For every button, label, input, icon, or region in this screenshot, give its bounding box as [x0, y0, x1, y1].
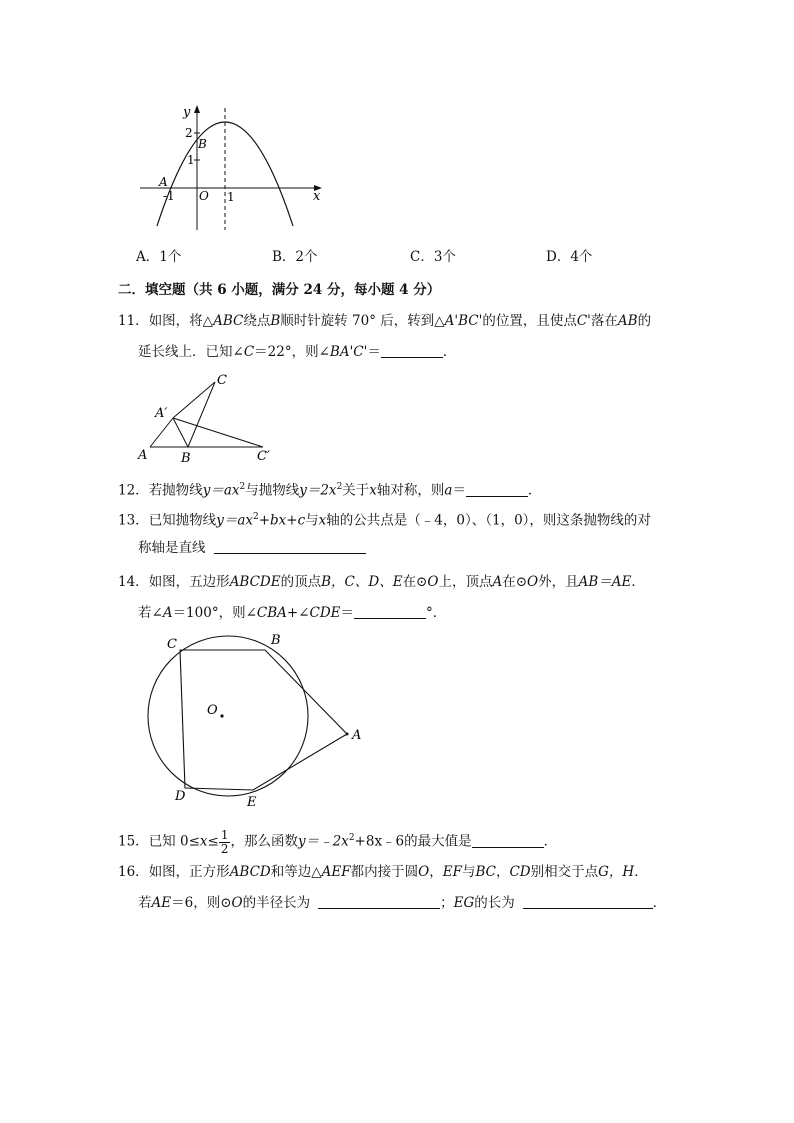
segment-Aprime-Cprime [173, 418, 263, 447]
q14-o: O [427, 574, 439, 590]
q14-deg: °． [426, 605, 447, 621]
q14-a: A [162, 605, 173, 621]
q12-text: 轴对称，则 [376, 482, 445, 499]
q13-x: x [318, 512, 327, 529]
q16-text: ； [440, 895, 454, 911]
q14-text: ＝ [340, 605, 355, 621]
q15-eq2: +8x﹣6 [354, 833, 405, 850]
q13-sup: 2 [252, 512, 259, 522]
q11-line2 [138, 343, 456, 361]
q14-text: ＝100°，则∠ [172, 605, 257, 621]
q16-text: ， [429, 864, 443, 880]
q12-text: 若抛物线 [148, 482, 203, 499]
q13-text: 与 [305, 512, 319, 529]
q12-text: 与抛物线 [245, 482, 300, 499]
q11-text: 延长线上．已知∠ [138, 344, 244, 360]
q12-eq2: y＝2x [299, 482, 337, 499]
q14-text: 的顶点 [280, 574, 322, 590]
q15-x: x [199, 833, 208, 850]
fig14-B: B [271, 633, 281, 648]
label-x1: 1 [227, 190, 235, 204]
q14-text: 若∠ [138, 605, 163, 621]
fig14-E: E [247, 795, 257, 810]
q16-text: 与 [461, 864, 476, 880]
q14-abae: AB＝AE [578, 574, 632, 590]
q16-text: 的半径长为 [242, 895, 311, 911]
q16-o: O [231, 895, 243, 911]
q15-frac-num: 1 [220, 827, 229, 842]
q11-c: C [243, 344, 255, 360]
y-label: y [183, 105, 191, 120]
segment-B-C [188, 382, 215, 447]
q15-text: ，那么函数 [230, 833, 298, 850]
q15-answer-blank[interactable] [472, 833, 544, 848]
q16-ef: EF [442, 864, 462, 880]
q16-aef: AEF [321, 864, 351, 880]
q11-b: B [270, 313, 281, 329]
q15-text: 的最大值是 [404, 833, 472, 850]
q16-text: 和等边△ [270, 864, 322, 880]
fig11-A: A [138, 448, 148, 463]
q13-text: 轴的公共点是（﹣4，0）、（1，0），则这条抛物线的对 [326, 512, 651, 529]
q15-line [118, 822, 557, 854]
label-2: 2 [185, 126, 193, 140]
center-dot [220, 714, 223, 717]
q12-x: x [369, 482, 377, 499]
q15-frac-den: 2 [220, 841, 229, 856]
q11-number: 11． [118, 313, 149, 329]
q14-text: 如图，五边形 [148, 574, 230, 590]
q14-text: ． [631, 574, 645, 590]
q16-eg: EG [453, 895, 475, 911]
q16-text: 如图，正方形 [148, 864, 230, 880]
label-A: A [159, 175, 168, 189]
q12-text: ＝ [452, 482, 466, 499]
q15-sup: 2 [348, 833, 355, 843]
fig11-C: C [217, 373, 227, 388]
q11-text: ＝22°，则∠ [254, 344, 330, 360]
q13-line1 [118, 508, 651, 530]
label-neg1: -1 [163, 189, 175, 203]
fig14-D: D [175, 789, 186, 804]
q16-gh: G，H [598, 864, 635, 880]
q14-answer-blank[interactable] [354, 604, 426, 619]
q13-answer-blank[interactable] [214, 539, 366, 554]
q14-cde: CDE [309, 605, 341, 621]
segment-A-Aprime [150, 418, 173, 447]
label-1: 1 [187, 153, 195, 167]
q13-text: 称轴是直线 [138, 540, 206, 556]
x-label: x [313, 189, 321, 204]
q11-end: ． [442, 344, 457, 360]
q15-fraction [219, 829, 231, 856]
q11-text: 绕点 [243, 313, 271, 329]
y-axis-arrow [194, 105, 200, 113]
q15-eq: y＝﹣2x [297, 833, 349, 850]
q11-text: ＝ [367, 344, 381, 360]
q11-text: 落在 [590, 313, 618, 329]
q15-text: 已知 0≤ [148, 833, 200, 850]
q16-radius-blank[interactable] [318, 894, 440, 909]
q12-eq1: y＝ax [202, 482, 240, 499]
q14-o: O [527, 574, 539, 590]
q11-abc: ABC [213, 313, 244, 329]
q11-text: 的位置，且使点 [482, 313, 577, 329]
parabola-graph [130, 100, 330, 235]
q13-eq2: +bx+c [258, 512, 306, 529]
q11-text: 的 [637, 313, 652, 329]
q13-text: 已知抛物线 [148, 512, 217, 529]
fig14-C: C [167, 637, 177, 652]
q14-number: 14． [118, 574, 149, 590]
q12-sup2: 2 [336, 482, 343, 492]
q14-text: 上，顶点 [438, 574, 493, 590]
q14-a: A [492, 574, 503, 590]
segment-Aprime-C [173, 382, 215, 418]
q16-o: O [418, 864, 430, 880]
q11-apbcp: A'BC' [444, 313, 483, 329]
q16-cd: CD [509, 864, 531, 880]
fig14-A: A [352, 728, 362, 743]
q15-text: ≤ [207, 833, 219, 850]
q16-end: ． [652, 895, 667, 911]
q16-text: 别相交于点 [530, 864, 599, 880]
option-b: B．2个 [272, 249, 318, 265]
q11-ab: AB [617, 313, 638, 329]
q16-abcd: ABCD [229, 864, 271, 880]
label-O: O [199, 189, 209, 203]
q16-text: 若 [138, 895, 152, 911]
q13-line2 [138, 539, 366, 557]
q15-number: 15． [118, 833, 149, 850]
q12-sup1: 2 [239, 482, 246, 492]
option-a: A．1个 [136, 249, 182, 265]
q12-a: a [444, 482, 453, 499]
option-c: C．3个 [410, 249, 456, 265]
fig14-O: O [207, 703, 218, 718]
q11-figure [135, 370, 285, 465]
q16-text: ． [634, 864, 648, 880]
q11-text: 如图，将△ [148, 313, 214, 329]
q12-line [118, 478, 541, 500]
q16-bc: BC [475, 864, 496, 880]
fig11-Cprime: C′ [257, 449, 270, 464]
q16-line2 [138, 894, 666, 912]
q12-text: 关于 [342, 482, 370, 499]
pentagon-ABCDE [180, 650, 347, 790]
fig11-B: B [181, 451, 191, 465]
q16-ae: AE [151, 895, 172, 911]
q11-answer-blank[interactable] [381, 343, 443, 358]
q16-text: ， [495, 864, 510, 880]
q11-text: 顺时针旋转 70° 后，转到△ [280, 313, 445, 329]
q16-line1 [118, 863, 648, 881]
q16-eg-blank[interactable] [523, 894, 653, 909]
q14-bcde: B，C、D、E [321, 574, 403, 590]
q14-text: 在⊙ [402, 574, 428, 590]
fig11-Aprime: A′ [155, 406, 168, 421]
q13-number: 13． [118, 512, 149, 529]
q14-line1 [118, 573, 645, 591]
q15-end: ． [543, 833, 558, 850]
q16-number: 16． [118, 864, 149, 880]
section-title: 二．填空题（共 6 小题，满分 24 分，每小题 4 分） [118, 282, 441, 298]
q12-end: ． [527, 482, 542, 499]
q14-text: 在⊙ [502, 574, 528, 590]
q12-answer-blank[interactable] [466, 482, 528, 497]
q14-figure [135, 630, 375, 815]
option-d: D．4个 [546, 249, 593, 265]
q13-eq: y＝ax [216, 512, 253, 529]
q16-text: 都内接于圆 [350, 864, 419, 880]
q16-text: 的长为 [474, 895, 515, 911]
q14-line2 [138, 604, 446, 622]
label-B: B [198, 137, 207, 151]
q11-cp: C' [576, 313, 591, 329]
q12-number: 12． [118, 482, 149, 499]
point-A-dot [346, 733, 349, 736]
q11-line1 [118, 312, 651, 330]
q14-text: 外，且 [538, 574, 579, 590]
q14-abcde: ABCDE [229, 574, 281, 590]
q14-text: +∠ [286, 605, 310, 621]
q16-text: ＝6，则⊙ [171, 895, 232, 911]
q11-bapcp: BA'C' [329, 344, 368, 360]
q14-cba: CBA [256, 605, 287, 621]
